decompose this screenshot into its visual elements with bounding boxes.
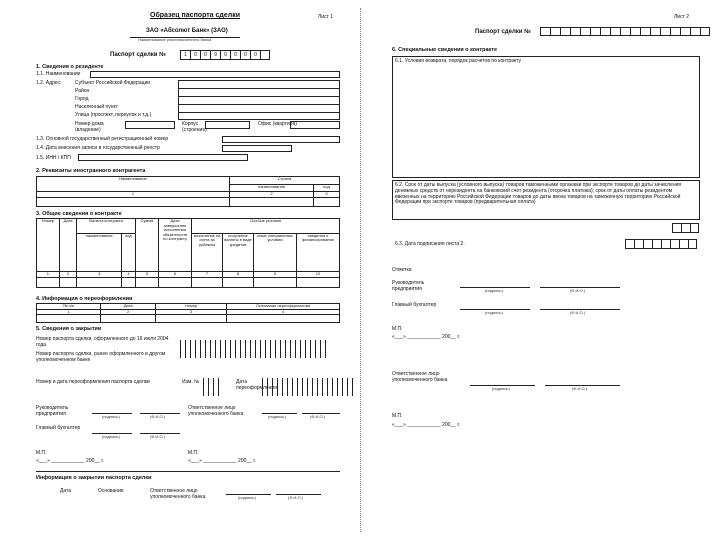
s4-header: Номер [156,304,227,310]
s1-date-label: 1.4. Дата внесения записи в государственный реестр [36,145,160,151]
s2-country-header: Страна [230,177,340,185]
col-number: 2 [101,309,156,315]
passport-digit: 0 [190,50,200,60]
s3-special: зачисление на счета за рубежом [192,233,223,271]
s3-subheader: наименование [77,233,122,271]
addr-field-1: Субъект Российской Федерации [75,80,151,86]
s3-header: Дата [59,219,77,272]
s5-number-boxes-1 [180,340,330,358]
passport-digit: 0 [220,50,230,60]
s2-country-code: код [314,184,340,192]
sheet-label: Лист 1 [318,14,334,20]
s3-header: Дата завершения исполнения обязательств по контракту [159,219,192,272]
col-number: 3 [314,192,340,198]
col-number: 1 [37,192,230,198]
house-field [125,121,175,129]
passport-number-boxes [540,27,710,36]
s1-address-label: 1.2. Адрес: [36,80,62,86]
sign-caption: (Ф.И.О.) [570,288,586,293]
col-number: 3 [77,272,122,278]
bank-name: ЗАО «Абсолют Банк» (ЗАО) [146,28,228,34]
counterparty-table [36,176,340,207]
stamp-label: М.П. [36,450,47,456]
passport-number [180,50,270,60]
s3-header: Номер [37,219,60,272]
passport-digit: 0 [230,50,240,60]
s5-date-boxes [262,378,357,396]
office-label: Офис (квартира) [258,121,297,127]
inn-field [78,154,248,161]
addr-field-4: Населенный пункт [75,104,119,110]
close-header: Дата [60,488,72,494]
address-box [178,80,340,120]
passport-label: Паспорт сделки № [110,52,166,58]
passport-digit: 0 [200,50,210,60]
addr-field-2: Район [75,88,90,94]
s62-code-boxes [672,223,699,233]
s2-country-name: наименование [230,184,314,192]
section-3-title: 3. Общие сведения о контракте [36,211,122,217]
section-6-title: 6. Специальные сведения о контракте [392,47,498,53]
reissue-table [36,303,340,323]
passport-digit: 1 [180,50,190,60]
stamp-label: М.П. [188,450,199,456]
s61-box [392,56,700,178]
s3-special: иные специальные условия [254,233,297,271]
s2-name-header: Наименование [37,177,230,192]
passport-digit: 0 [250,50,260,60]
date-line: «___» ____________ 200__ г. [392,422,460,428]
s61-label: 6.1. Условия возврата, порядок расчетов по контракту [395,58,521,64]
close-header: (Ф.И.О.) [288,495,304,500]
col-number: 1 [37,272,60,278]
marks-label: Отметки [392,267,412,273]
s4-header: Основание переоформления [227,304,340,310]
page-title: Образец паспорта сделки [150,12,241,19]
sign-caption: (Ф.И.О.) [150,414,166,419]
col-number: 6 [159,272,192,278]
s5-line-3: Номер и дата переоформления паспорта сделки [36,379,150,385]
sign-head-label: Руководитель предприятия [36,405,69,417]
page-divider [360,8,361,532]
r-bank-person: Ответственное лицо уполномоченного банка [392,371,448,383]
date-line: «___» ____________ 200__ г. [392,334,460,340]
sign-caption: (подпись) [485,310,503,315]
corpus-label: Корпус (строение) [182,121,207,133]
s3-special: получение валюты в виде кредитов [223,233,254,271]
sheet-label: Лист 2 [674,14,690,20]
s3-special: сведения о финансировании [297,233,340,271]
section-2-title: 2. Реквизиты иностранного контрагента [36,168,146,174]
s5-line-1: Номер паспорта сделки, оформленного до 16 июля 2004 года [36,336,169,348]
s63-label: 6.3. Дата подписания листа 2. [395,241,465,247]
close-title: Информация о закрытии паспорта сделки [36,475,152,481]
sign-caption: (подпись) [102,414,120,419]
s3-header: Сумма [135,219,158,272]
contract-table [36,218,340,288]
s1-name-label: 1.1. Наименование [36,71,81,77]
s3-header: Особые условия [192,219,340,234]
date-field [222,145,292,152]
sign-caption: (Ф.И.О.) [150,434,166,439]
passport-digit: 0 [240,50,250,60]
s1-inn-label: 1.5. ИНН / КПП [36,155,71,161]
addr-field-6: Номер дома (владение) [75,121,104,133]
sign-caption: (Ф.И.О.) [570,310,586,315]
s5-label-date: Дата переоформления [236,379,277,391]
s63-date-boxes [625,239,697,249]
sign-caption: (подпись) [268,414,286,419]
sign-caption: (подпись) [102,434,120,439]
close-header: (подпись) [238,495,256,500]
col-number: 10 [297,272,340,278]
col-number: 8 [223,272,254,278]
sign-caption: (Ф.И.О.) [310,414,326,419]
s62-label: 6.2. Срок от даты выпуска (условного выпуска) товаров таможенными органами при экспорте товаров до даты зачисления денежных средств от нерезидента на банковский счет резидента (отсрочка платежа); срок от даты оплаты резидентом ввезенных на территорию Российской Федерации товаров до даты ввоза товаров на таможенную территорию Российской Федерации при экспорте товаров (предварительная оплата) [395,182,682,206]
sign-caption: (подпись) [485,288,503,293]
addr-field-5: Улица (проспект, переулок и т.д.) [75,112,152,118]
col-number: 1 [37,309,101,315]
s1-ogrn-label: 1.3. Основной государственный регистрационный номер [36,136,169,142]
sign-chief-label: Главный бухгалтер [36,425,81,431]
s5-number-boxes-2 [203,378,223,396]
col-number: 7 [192,272,223,278]
corpus-field [205,121,250,129]
passport-label: Паспорт сделки № [475,29,531,35]
s3-subheader: код [122,233,136,271]
date-line: «___» ____________ 200__ г. [188,458,256,464]
section-4-title: 4. Информация о переоформлении [36,296,133,302]
col-number: 4 [122,272,136,278]
office-field [290,121,340,129]
s5-line-2: Номер паспорта сделки, ранее оформленного в другом уполномоченном банке [36,351,166,363]
addr-field-3: Город [75,96,89,102]
col-number: 2 [59,272,77,278]
col-number: 9 [254,272,297,278]
sign-bank-label: Ответственное лицо уполномоченного банка [188,405,244,417]
col-number: 2 [230,192,314,198]
stamp-label: М.П. [392,413,403,419]
s4-header: № п/п [37,304,101,310]
col-number: 5 [135,272,158,278]
passport-digit: 9 [210,50,220,60]
close-header: Основание [98,488,124,494]
r-sign-chief: Главный бухгалтер [392,302,437,308]
s3-header: Валюта контракта [77,219,135,234]
s4-header: Дата [101,304,156,310]
close-header: Ответственное лицо уполномоченного банка [150,488,206,500]
r-sign-head: Руководитель предприятия [392,280,425,292]
s5-label-no: Изм. № [182,379,200,385]
bank-caption: Наименование уполномоченного банка [138,37,212,42]
s1-name-field [90,71,340,78]
ogrn-field [222,136,340,143]
passport-digit [260,50,270,60]
sign-caption: (подпись) [492,386,510,391]
section-1-title: 1. Сведения о резиденте [36,64,104,70]
date-line: «___» ____________ 200__ г. [36,458,104,464]
col-number: 4 [227,309,340,315]
stamp-label: М.П. [392,326,403,332]
section-5-title: 5. Сведения о закрытии [36,326,102,332]
sign-caption: (Ф.И.О.) [572,386,588,391]
col-number: 3 [156,309,227,315]
